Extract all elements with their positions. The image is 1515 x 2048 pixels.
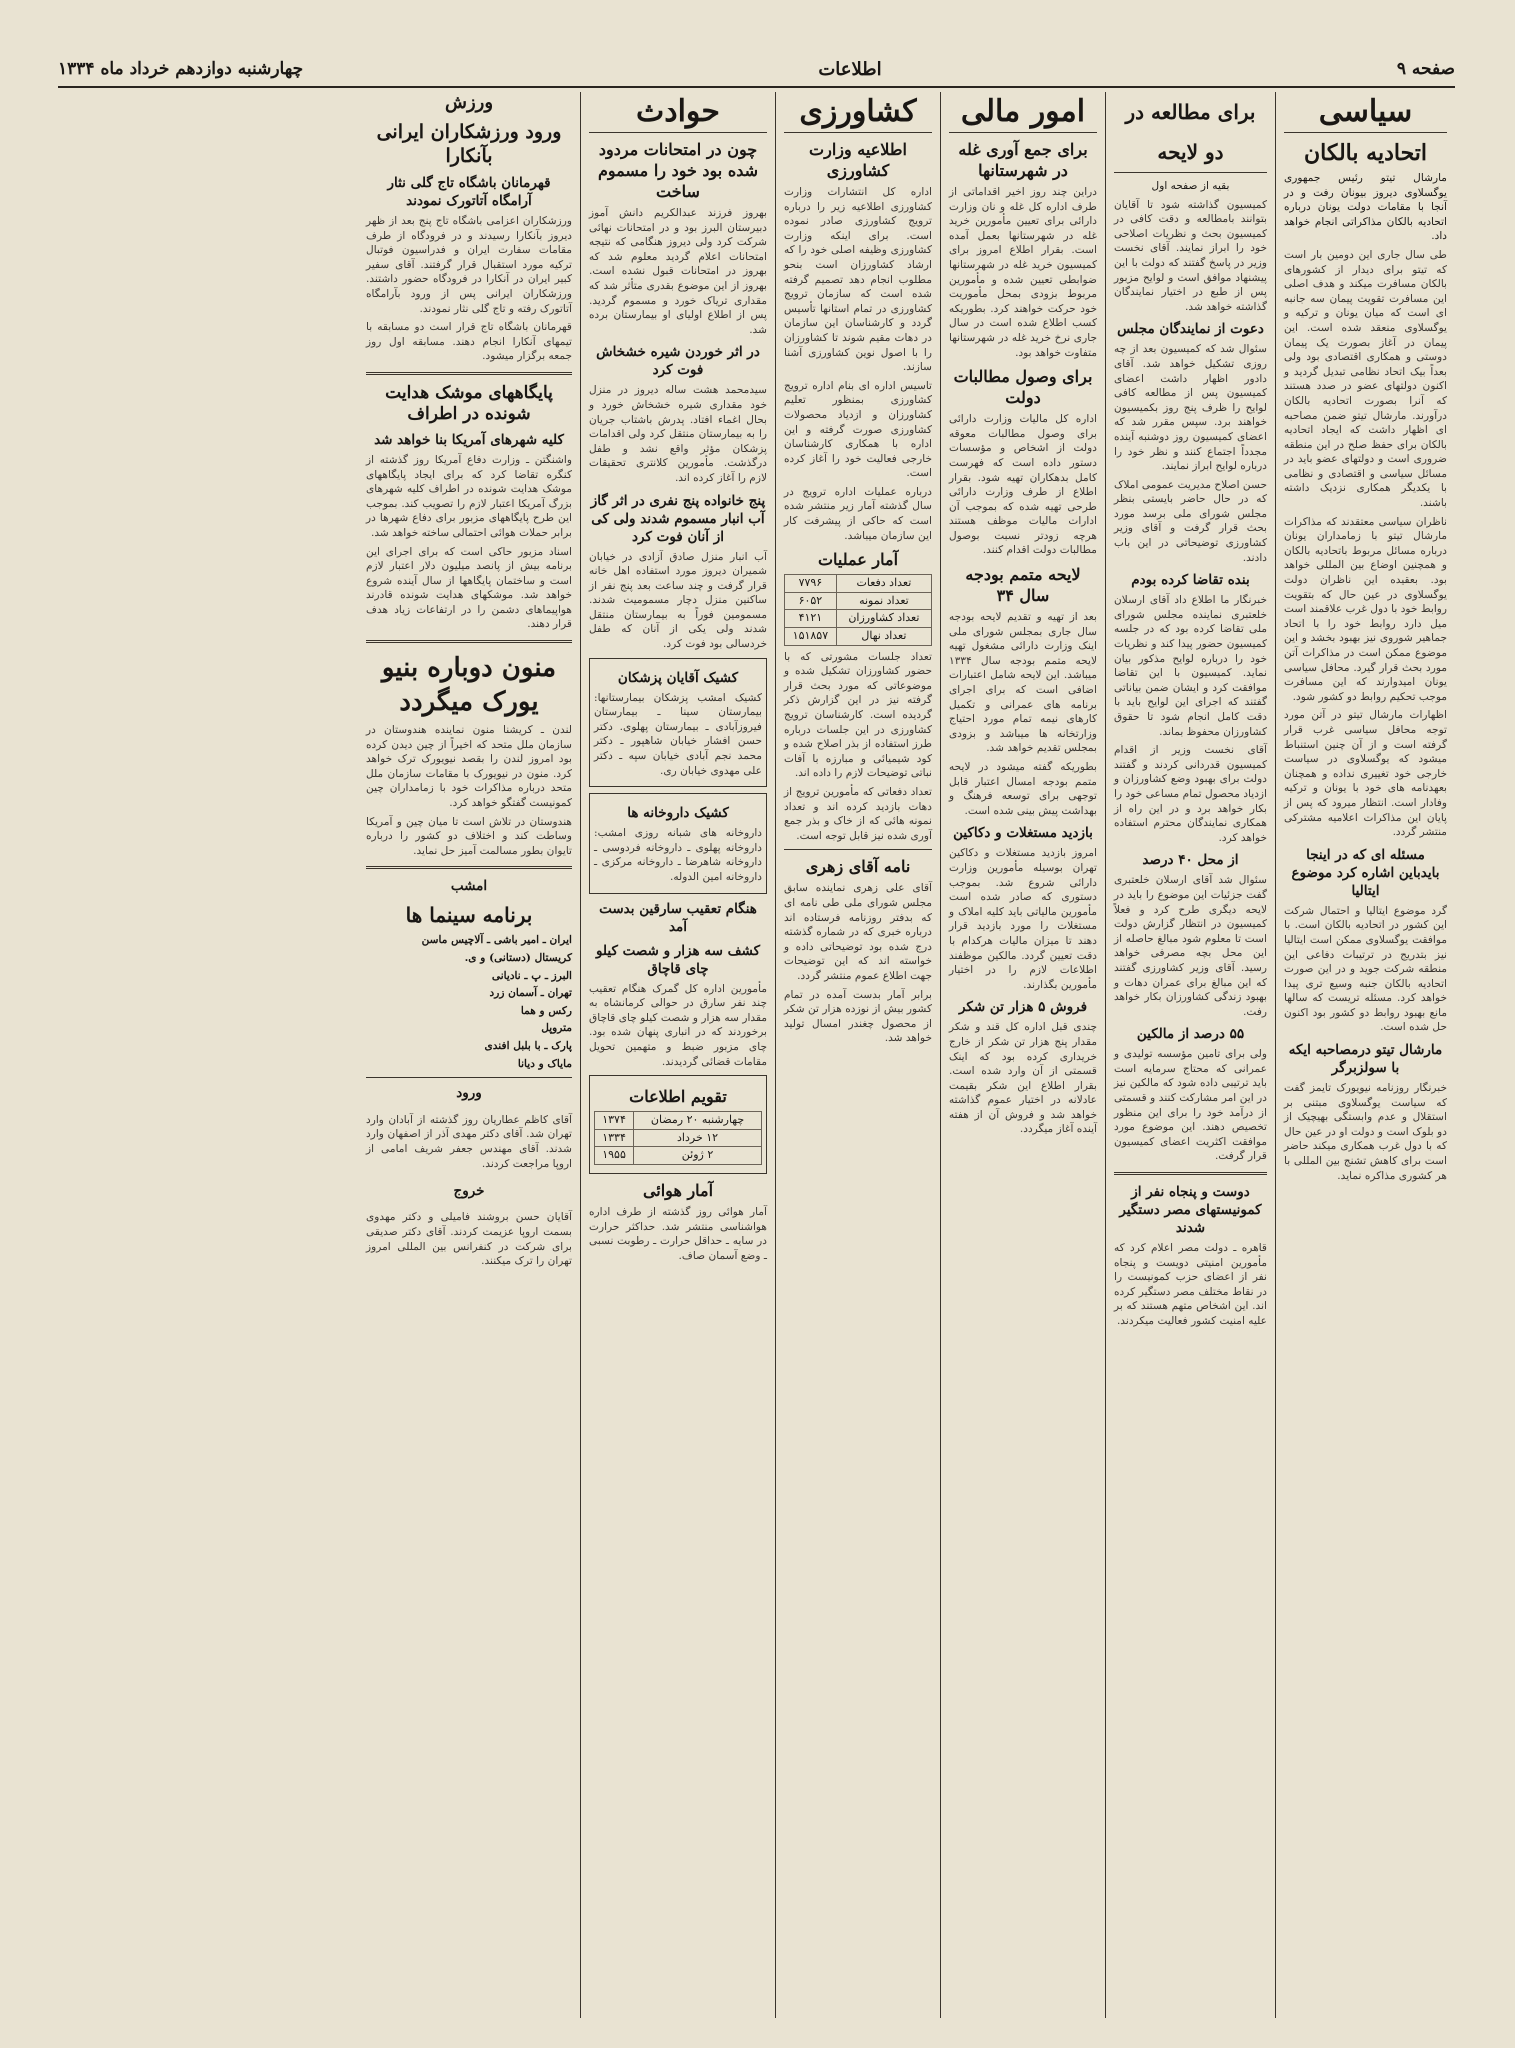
- doctors-box: [589, 658, 767, 788]
- pharmacy-text: داروخانه های شبانه روزی امشب: داروخانه پهلوی ـ داروخانه فردوسی ـ داروخانه شاهرضا ـ داروخانه مرکزی ـ داروخانه امین الدوله.: [594, 827, 762, 883]
- theft-subhead: هنگام تعقیب سارقین بدست آمد: [599, 900, 757, 935]
- bill-text-1: کمیسیون گذاشته شود تا آقایان بتوانند بامطالعه و دقت کافی در کمیسیون بحث و نظریات اصلاحی خود را ابراز نمایند. آقای نخست وزیر در پاسخ گفتند که دولت با این پیشنهاد موافق است و لوایح مزبور پس از طبع در اختیار نمایندگان گذاشته خواهد شد.: [1114, 198, 1267, 313]
- incidents-text-3: آب انبار منزل صادق آزادی در خیابان شمیران دیروز مورد استفاده اهل خانه قرار گرفت و چند ساعت بعد پنج نفر از ساکنین منزل دچار مسمومیت شدند. مسمومین فوراً به بیمارستان منتقل شدند ولی یکی از آنان که طفل خردسالی بود فوت کرد.: [589, 550, 767, 651]
- calendar-title: تقویم اطلاعات: [629, 1087, 727, 1107]
- bill-text-2: سئوال شد که کمیسیون بعد از چه روزی تشکیل خواهد شد. آقای دادور اظهار داشت اعضای کمیسیون پس از مطالعه کافی لوایح را ظرف پنج روز بکمیسیون خواهند برد. سپس مقرر شد که اعضای کمیسیون روز دوشنبه آینده مجدداً اجتماع کنند و نظر خود را درباره لوایح ابراز نمایند.: [1114, 343, 1267, 473]
- agriculture-text-4: تعداد جلسات مشورتی که با حضور کشاورزان تشکیل شده و موضوعاتی که مورد بحث قرار گرفته نیز در این گزارش ذکر گردیده است. کارشناسان ترویج کشاورزی در این جلسات درباره طرز استفاده از بذر اصلاح شده و کود شیمیائی و مبارزه با آفات نباتی توضیحات لازم را داده اند.: [784, 650, 932, 780]
- sports-body: [366, 214, 572, 364]
- calendar-table: [594, 1111, 762, 1165]
- list-item: البرز ـ پ ـ نادیانی: [491, 969, 572, 982]
- list-item: پارک ـ با بلبل افندی: [484, 1039, 572, 1052]
- finance-text-4: بطوریکه گفته میشود در لایحه متمم بودجه امسال اعتبار قابل توجهی برای توسعه فرهنگ و بهداشت پیش بینی شده است.: [949, 761, 1097, 817]
- incidents-text-1: بهروز فرزند عبدالکریم دانش آموز دبیرستان البرز بود و در امتحانات نهائی شرکت کرد ولی دیروز هنگامی که نتیجه امتحانات اعلام گردید معلوم شد که بهروز در امتحانات قبول نشده است. بهروز از این موضوع بقدری متأثر شد که مقداری تریاک خورد و مسموم گردید. پس از اطلاع اولیای او بیمارستان برده شد.: [589, 207, 767, 336]
- cinema-title: برنامه سینما ها: [405, 903, 533, 928]
- bill-subhead-5: دوست و پنجاه نفر از کمونیستهای مصر دستگیر شدند: [1119, 1184, 1262, 1237]
- agriculture-column: [775, 92, 940, 2018]
- politics-article-text-4: گرد موضوع ایتالیا و احتمال شرکت این کشور در اتحادیه بالکان است. با موافقت یوگسلاوی ممکن است ایتالیا نیز بتدریج در ترتیبات دفاعی این منطقه شرکت جوید و در این صورت اتحادیه بالکان جنبه وسیع تری پیدا خواهد کرد. مسئله تریست که سالها مانع بهبود روابط دو کشور بود اکنون حل شده است.: [1284, 904, 1447, 1034]
- agriculture-text-3: درباره عملیات اداره ترویج در سال گذشته آمار زیر منتشر شده است که حاکی از پیشرفت کار این سازمان میباشد.: [784, 485, 932, 542]
- incidents-subhead-1: در اثر خوردن شیره خشخاش فوت کرد: [596, 344, 760, 379]
- table-cell: ۱۳۷۴: [595, 1112, 634, 1130]
- list-item: ایران ـ امیر باشی ـ آلاچیس ماسن: [421, 934, 572, 947]
- sports-text-1: ورزشکاران اعزامی باشگاه تاج پنج بعد از ظهر دیروز بآنکارا رسیدند و در فرودگاه از طرف مقامات سفارت ایران و فدراسیون فوتبال ترکیه مورد استقبال قرار گرفتند. آقای سفیر کبیر ایران در آنکارا در فرودگاه حضور داشتند. ورزشکاران ایرانی پس از ورود بآرامگاه آتاتورک رفته و تاج گلی نثار نمودند.: [366, 215, 572, 315]
- finance-text-2: اداره کل مالیات وزارت دارائی برای وصول مطالبات معوقه دولت از اشخاص و مؤسسات دستور داده است که فهرست کامل بدهکاران تهیه شود. بقرار اطلاع از طرف وزارت دارائی طرحی تهیه شده که بموجب آن ادارات مالیات موظف هستند هرچه زودتر نسبت بوصول مطالبات دولت اقدام کنند.: [949, 413, 1097, 557]
- bill-lead: بقیه از صفحه اول: [1151, 180, 1230, 192]
- politics-article-text: طی سال جاری این دومین بار است که تیتو برای دیدار از کشورهای بالکان مسافرت میکند و هدف اصلی این مسافرت تقویت پیمان سه جانبه ای است که میان یونان و ترکیه و یوگسلاوی منعقد شده است. این پیمان در آغاز بصورت یک پیمان دوستی و همکاری اقتصادی بود ولی بعداً بیک اتحاد نظامی تبدیل گردید و اکنون دولتهای عضو در صدد هستند که آنرا بصورت اتحادیه بالکان درآورند. مارشال تیتو ضمن مصاحبه ای اظهار داشت که ایجاد اتحادیه بالکان برای حفظ صلح در این منطقه ضروری است و دولتهای عضو باید در مسائل سیاسی و اقتصادی و نظامی با یکدیگر همکاری نزدیک داشته باشند.: [1284, 248, 1447, 510]
- politics-section-title: سیاسی: [1284, 92, 1447, 133]
- weather-text: آمار هوائی روز گذشته از طرف اداره هواشناسی منتشر شد. حداکثر حرارت در سایه ـ حداقل حرارت ـ رطوبت نسبی ـ وضع آسمان صاف.: [589, 1205, 767, 1262]
- page-number: صفحه ۹: [1396, 59, 1455, 79]
- bill-subhead-4: ۵۵ درصد از مالکین: [1136, 1026, 1245, 1043]
- departure-title: خروج: [453, 1182, 485, 1199]
- missile-headline: پایگاههای موشک هدایت شونده در اطراف: [385, 382, 553, 424]
- finance-subhead-4: فروش ۵ هزار تن شکر: [958, 999, 1088, 1016]
- bill-section-title: برای مطالعه در دو لایحه: [1114, 92, 1267, 173]
- incidents-section-title: حوادث: [589, 92, 767, 133]
- incidents-subhead-2: پنج خانواده پنج نفری در اثر گاز آب انبار مسموم شدند ولی کی از آنان فوت کرد: [590, 492, 766, 545]
- incidents-text-4: مأمورین اداره کل گمرک هنگام تعقیب چند نفر سارق در حوالی کرمانشاه به مقدار سه هزار و شصت کیلو چای قاچاق برخوردند که در انباری پنهان شده بود. چای مزبور ضبط و متهمین تحویل مقامات قضائی گردیدند.: [589, 982, 767, 1068]
- incidents-body: [589, 206, 767, 1263]
- bill-text-6: سئوال شد آقای ارسلان خلعتبری گفت جزئیات این موضوع را باید در لایحه دیگری طرح کرد و فعلاً کمیسیون در انتظار گزارش دولت است تا معلوم شود مبالغ حاصله از این محل بچه مصرفی خواهد رسید. آقای وزیر کشاورزی گفتند که این مبالغ برای عمران دهات و بهبود زندگی کشاورزان بکار خواهد رفت.: [1114, 874, 1267, 1018]
- sports-headline: ورود ورزشکاران ایرانی بآنکارا: [376, 121, 562, 167]
- agriculture-subhead-2: نامه آقای زهری: [805, 857, 911, 877]
- table-row: [785, 628, 932, 646]
- masthead: [58, 52, 1455, 88]
- finance-subhead-3: بازدید مستغلات و دکاکین: [953, 825, 1093, 842]
- missile-text-1: واشنگتن ـ وزارت دفاع آمریکا روز گذشته از کنگره تقاضا کرد که برای ایجاد پایگاههای موشک هدایت شونده در اطراف کلیه شهرهای بزرگ آمریکا اعتبار لازم را تصویب کند. بموجب این طرح پایگاههای مزبور برای دفاع شهرها در برابر حملات هوائی احتمالی ساخته خواهد شد.: [366, 453, 572, 539]
- finance-section-title: امور مالی: [949, 92, 1097, 133]
- table-row: [785, 575, 932, 593]
- politics-lead: مارشال تیتو رئیس جمهوری یوگسلاوی دیروز بیونان رفت و در آنجا با مقامات دولت یونان درباره اتحادیه بالکان مذاکراتی انجام خواهد داد.: [1284, 172, 1447, 243]
- weather-title: آمار هوائی: [642, 1180, 714, 1200]
- list-item: رکس و هما: [520, 1004, 572, 1017]
- calendar-box: [589, 1075, 767, 1174]
- table-cell: ۲ ژوئن: [634, 1147, 762, 1165]
- sports-section-title: ورزش: [444, 92, 494, 113]
- incidents-column: [580, 92, 775, 2018]
- agriculture-text-7: برابر آمار بدست آمده در تمام کشور بیش از نوزده هزار تن شکر از محصول چغندر امسال تولید خواهد شد.: [784, 988, 932, 1045]
- bill-subhead-3: از محل ۴۰ درصد: [1142, 852, 1239, 869]
- bill-column: [1105, 92, 1275, 2018]
- table-cell: ۱۵۱۸۵۷: [785, 628, 837, 646]
- menon-text-1: لندن ـ کریشنا منون نماینده هندوستان در سازمان ملل متحد که اخیراً از چین دیدن کرده بود امروز لندن را بقصد نیویورک ترک خواهد کرد. منون در نیویورک با مقامات سازمان ملل متحد درباره مذاکرات خود با زمامداران چین کمونیست گفتگو خواهد کرد.: [366, 724, 572, 810]
- agriculture-text-2: تاسیس اداره ای بنام اداره ترویج کشاورزی بمنظور تعلیم کشاورزان و ازدیاد محصولات کشاورزی صورت گرفته و این اداره با همکاری کارشناسان خارجی فعالیت خود را آغاز کرده است.: [784, 379, 932, 480]
- sports-text-2: قهرمانان باشگاه تاج قرار است دو مسابقه با تیمهای آنکارا انجام دهند. مسابقه اول روز جمعه برگزار میشود.: [366, 321, 572, 363]
- politics-article-text-2: ناظران سیاسی معتقدند که مذاکرات مارشال تیتو با زمامداران یونان درباره مسائل مربوط باتحادیه بالکان و همچنین اوضاع بین المللی خواهد بود. بعقیده این ناظران دولت یوگسلاوی در عین حال که بتقویت روابط خود با دول غرب علاقمند است میل دارد روابط خود را با اتحاد جماهیر شوروی نیز بهبود بخشد و این موضوع ممکن است در مذاکرات آتن مورد بحث قرار گیرد. محافل سیاسی یونان امیدوارند که این مسافرت موجب تحکیم روابط دو کشور شود.: [1284, 515, 1447, 703]
- list-item: مایاک و دیانا: [517, 1057, 572, 1070]
- menon-body: [366, 723, 572, 858]
- agriculture-text-6: آقای علی زهری نماینده سابق مجلس شورای ملی طی نامه ای که بدفتر روزنامه فرستاده اند درباره خبری که در شماره گذشته درج شده بود توضیحاتی داده و خواسته اند که این توضیحات جهت اطلاع عموم منتشر گردد.: [784, 882, 932, 982]
- bill-body: [1114, 179, 1267, 1329]
- tea-smuggling-subhead: کشف سه هزار و شصت کیلو چای قاچاق: [595, 942, 761, 977]
- finance-subhead-2: لایحه متمم بودجه سال ۳۴: [965, 565, 1081, 606]
- table-cell: ۷۷۹۶: [785, 575, 837, 593]
- bill-text-5: آقای نخست وزیر از اقدام کمیسیون قدردانی کردند و گفتند دولت برای بهبود وضع کشاورزان و ازدیاد محصول تمام مساعی خود را بکار خواهد برد و در این راه از همکاری نمایندگان محترم استفاده خواهد کرد.: [1114, 744, 1267, 844]
- list-item: تهران ـ آسمان زرد: [489, 987, 572, 1000]
- finance-body: [949, 185, 1097, 1137]
- table-cell: ۱۹۵۵: [595, 1147, 634, 1165]
- table-row: [785, 610, 932, 628]
- table-cell: تعداد نمونه: [836, 592, 931, 610]
- agriculture-text-5: تعداد دفعاتی که مأمورین ترویج از دهات بازدید کرده اند و تعداد نمونه هائی که از خاک و بذر جمع آوری شده نیز قابل توجه است.: [784, 785, 932, 842]
- bill-text-8: قاهره ـ دولت مصر اعلام کرد که مأمورین امنیتی دویست و پنجاه نفر از اعضای حزب کمونیست را در نقاط مختلف مصر دستگیر کرده اند. این اشخاص متهم هستند که بر علیه امنیت کشور فعالیت میکردند.: [1114, 1242, 1267, 1327]
- politics-article-text-3: اظهارات مارشال تیتو در آتن مورد توجه محافل سیاسی غرب قرار گرفته است و از آن چنین استنباط میشود که یوگسلاوی در سیاست خارجی خود تغییری نداده و همچنان بعهدنامه های خود با یونان و ترکیه وفادار است. انتظار میرود که پس از پایان این مذاکرات اعلامیه مشترکی منتشر گردد.: [1284, 709, 1447, 839]
- agriculture-stats-table: [784, 574, 932, 645]
- columns: [58, 92, 1455, 2018]
- agriculture-headline: اطلاعیه وزارت کشاورزی: [809, 140, 907, 180]
- bill-text-3: حسن اصلاح مدیریت عمومی املاک که در حال حاضر بایستی بنظر مجلس شورای ملی برسد مورد بحث قرار گرفت و آقای وزیر کشاورزی توضیحاتی در این باب دادند.: [1114, 478, 1267, 564]
- agriculture-body: [784, 185, 932, 1046]
- doctors-title: کشیک آقایان پزشکان: [617, 669, 739, 686]
- finance-subhead-1: برای وصول مطالبات دولت: [953, 367, 1093, 408]
- arrival-title: ورود: [456, 1085, 482, 1102]
- finance-text-5: امروز بازدید مستغلات و دکاکین تهران بوسیله مأمورین وزارت دارائی شروع شد. بموجب دستوری که صادر شده است مأمورین مالیاتی باید کلیه املاک و مستغلات را مورد بازدید قرار دهند تا میزان مالیات هرکدام با دقت تعیین گردد. مالکین موظفند اطلاعات لازم را در اختیار مأمورین بگذارند.: [949, 847, 1097, 991]
- politics-subhead-1: مسئله ای که در اینجا بایدباین اشاره کرد موضوع ایتالیا: [1291, 846, 1440, 899]
- departure-text: آقایان حسن بروشند فامیلی و دکتر مهدوی بسمت اروپا عزیمت کردند. آقای دکتر صدیقی برای شرکت در کنفرانس بین المللی امروز تهران را ترک میکنند.: [366, 1211, 572, 1268]
- table-cell: تعداد کشاورزان: [836, 610, 931, 628]
- menon-headline: منون دوباره بنیو یورک میگردد: [381, 653, 557, 718]
- bill-text-7: ولی برای تامین مؤسسه تولیدی و عمرانی که محتاج سرمایه است باید ترتیبی داده شود که مالکین نیز در این امر مشارکت کنند و قسمتی از درآمد خود را برای این منظور تخصیص دهند. این موضوع مورد موافقت اکثریت اعضای کمیسیون قرار گرفت.: [1114, 1048, 1267, 1163]
- politics-article-text-5: خبرنگار روزنامه نیویورک تایمز گفت که سیاست یوگسلاوی مبتنی بر استقلال و عدم وابستگی بهیچیک از دو بلوک است و دولت او در عین حال که با دول غرب همکاری میکند حاضر است برای کاهش تشنج بین المللی با هر کشوری مذاکره نماید.: [1284, 1082, 1447, 1182]
- table-cell: ۶۰۵۲: [785, 592, 837, 610]
- politics-body: [1284, 171, 1447, 1183]
- pharmacy-title: کشیک داروخانه ها: [627, 805, 729, 822]
- table-row: [595, 1129, 762, 1147]
- politics-column: [1275, 92, 1455, 2018]
- arrival-text: آقای کاظم عطاریان روز گذشته از آبادان وارد تهران شد. آقای دکتر مهدی آذر از اصفهان وارد شدند. آقای مهندس جعفر شریف امامی از اروپا مراجعت کردند.: [366, 1113, 572, 1170]
- list-item: متروپل: [541, 1022, 572, 1035]
- cinema-list: [366, 933, 572, 1071]
- pharmacy-box: [589, 793, 767, 893]
- sports-column: [358, 92, 580, 2018]
- cinema-tonight: امشب: [450, 878, 488, 895]
- table-cell: ۴۱۲۱: [785, 610, 837, 628]
- agriculture-text-1: اداره کل انتشارات وزارت کشاورزی اطلاعیه زیر را درباره ترویج کشاورزی صادر نموده است. برای اینکه وزارت کشاورزی وظیفه اصلی خود را که ارشاد کشاورزان است بنحو مطلوب انجام دهد تصمیم گرفته شده است که سازمان ترویج کشاورزی در تمام استانها تأسیس گردد و کارشناسان این سازمان در دهات مقیم شوند تا کشاورزان را با اصول نوین کشاورزی آشنا سازند.: [784, 186, 932, 374]
- bill-text-4: خبرنگار ما اطلاع داد آقای ارسلان خلعتبری نماینده مجلس شورای ملی تقاضا کرده بود که در جلسه کمیسیون حضور پیدا کند و نظریات خود را درباره لوایح مذکور بیان نماید. کمیسیون با این تقاضا موافقت کرد و ایشان ضمن بیاناتی گفتند که اجرای این لوایح باید با دقت کامل انجام شود تا حقوق کشاورزان محفوظ بماند.: [1114, 594, 1267, 738]
- table-cell: ۱۳۳۴: [595, 1129, 634, 1147]
- finance-text-1: دراین چند روز اخیر اقداماتی از طرف اداره کل غله و نان وزارت دارائی برای تعیین مأمورین خرید غله در شهرستانها بعمل آمده است. بقرار اطلاع امروز برای کمیسیون خرید غله در شهرستانها ضوابطی تعیین شده و مأمورین مربوط بزودی بمحل مأموریت خود حرکت خواهند کرد. بطوریکه کسب اطلاع شده است در سال جاری نرخ خرید غله در شهرستانها متفاوت خواهد بود.: [949, 186, 1097, 359]
- finance-column: [940, 92, 1105, 2018]
- newspaper-name: اطلاعات: [818, 58, 882, 80]
- finance-text-3: بعد از تهیه و تقدیم لایحه بودجه سال جاری بمجلس شورای ملی اینک وزارت دارائی مشغول تهیه لایحه متمم بودجه سال ۱۳۳۴ میباشد. این لایحه شامل اعتبارات اضافی است که برای اجرای برنامه های عمرانی و تکمیل کارهای نیمه تمام مورد احتیاج وزارتخانه ها میباشد و بزودی بمجلس تقدیم خواهد شد.: [949, 611, 1097, 755]
- politics-headline: اتحادیه بالکان: [1303, 140, 1428, 166]
- table-cell: تعداد نهال: [836, 628, 931, 646]
- table-cell: تعداد دفعات: [836, 575, 931, 593]
- list-item: کریستال (دستانی) و ی.: [464, 952, 572, 964]
- menon-text-2: هندوستان در تلاش است تا میان چین و آمریکا وساطت کند و اختلاف دو کشور را درباره تایوان بطور مسالمت آمیز حل نماید.: [366, 815, 572, 857]
- table-row: [595, 1147, 762, 1165]
- finance-headline: برای جمع آوری غله در شهرستانها: [958, 140, 1088, 180]
- table-row: [595, 1112, 762, 1130]
- bill-subhead-2: بنده تقاضا کرده بودم: [1131, 572, 1250, 589]
- table-row: [785, 592, 932, 610]
- sports-subhead: قهرمانان باشگاه تاج گلی نثار آرامگاه آتاتورک نمودند: [387, 175, 551, 209]
- bill-subhead-1: دعوت از نمایندگان مجلس: [1117, 321, 1264, 338]
- agriculture-subhead-1: آمار عملیات: [817, 550, 899, 570]
- finance-text-6: چندی قبل اداره کل قند و شکر مقدار پنج هزار تن شکر از خارج خریداری کرده بود که اینک قسمتی از آن وارد شده است. بقرار اطلاع این شکر بقیمت عادلانه در اختیار عموم گذاشته خواهد شد و فروش آن از هفته آینده آغاز میگردد.: [949, 1021, 1097, 1136]
- table-cell: چهارشنبه ۲۰ رمضان: [634, 1112, 762, 1130]
- missile-text-2: اسناد مزبور حاکی است که برای اجرای این برنامه بیش از پانصد میلیون دلار اعتبار لازم است و ساختمان پایگاهها از سال آینده شروع خواهد شد. موشکهای هدایت شونده قادرند هواپیماهای دشمن را در ارتفاعات زیاد هدف قرار دهند.: [366, 545, 572, 631]
- doctors-text: کشیک امشب پزشکان بیمارستانها: بیمارستان سینا ـ بیمارستان فیروزآبادی ـ بیمارستان پهلوی. دکتر حسن افشار خیابان شاهپور ـ دکتر محمد نجم آبادی خیابان سپه ـ دکتر علی مهدوی خیابان ری.: [594, 691, 762, 777]
- incidents-text-2: سیدمحمد هشت ساله دیروز در منزل خود مقداری شیره خشخاش خورد و بحال اغماء افتاد. پدرش باشتاب جریان را به بیمارستان منتقل کرد ولی اقدامات پزشکان مؤثر واقع نشد و طفل درگذشت. مأمورین کلانتری تحقیقات لازم را آغاز کرده اند.: [589, 384, 767, 484]
- agriculture-section-title: کشاورزی: [784, 92, 932, 133]
- missile-body: [366, 453, 572, 632]
- issue-date: چهارشنبه دوازدهم خرداد ماه ۱۳۳۴: [58, 59, 304, 79]
- politics-subhead-2: مارشال تیتو درمصاحبه ایکه با سولزبرگر: [1288, 1042, 1443, 1077]
- incidents-headline: چون در امتحانات مردود شده بود خود را مسموم ساخت: [597, 140, 759, 201]
- table-cell: ۱۲ خرداد: [634, 1129, 762, 1147]
- missile-subhead: کلیه شهرهای آمریکا بنا خواهد شد: [374, 431, 564, 448]
